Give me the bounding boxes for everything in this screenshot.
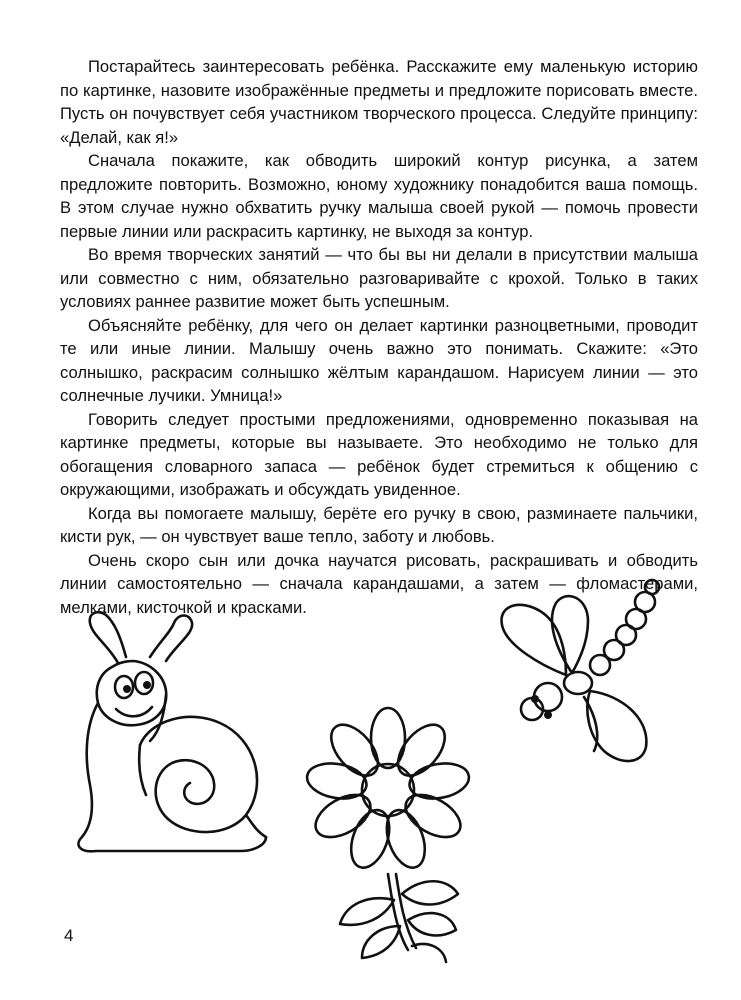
flower-drawing [304, 708, 471, 962]
paragraph: Объясняйте ребёнку, для чего он делает картинки разноцветными, проводит те или иные линии. Малышу очень важно это понимать. Скажите: «Это солнышко, раскрасим солнышко жёлтым карандашом. Нарисуем линии — это солнечные лучики. Умница!» [60, 315, 698, 405]
illustrations [0, 575, 741, 1000]
paragraph: Когда вы помогаете малышу, берёте его ручку в свою, разминаете пальчики, кисти рук, — он чувствует ваше тепло, заботу и любовь. [60, 503, 698, 546]
paragraph: Очень скоро сын или дочка научатся рисовать, раскрашивать и обводить линии самостоятельно — сначала карандашами, а затем — фломастерами, мелками, кисточкой и красками. [60, 550, 698, 617]
paragraph: Во время творческих занятий — что бы вы ни делали в присутствии малыша или совместно с ним, обязательно разговаривайте с крохой. Только в таких условиях раннее развитие может быть успешным. [60, 245, 698, 311]
paragraph: Сначала покажите, как обводить широкий контур рисунка, а затем предложите повторить. Возможно, юному художнику понадобится ваша помощь. В этом случае нужно обхватить ручку малыша своей рукой — помочь провести первые линии или раскрасить картинку, не выходя за контур. [60, 151, 698, 241]
body-text [60, 55, 698, 619]
paragraph: Говорить следует простыми предложениями, одновременно показывая на картинке предметы, которые вы называете. Это необходимо не только для обогащения словарного запаса — ребёнок будет стремиться к общению с окружающими, изображать и обсуждать увиденное. [60, 409, 698, 499]
coloring-drawings [0, 575, 741, 1000]
snail-drawing [78, 612, 266, 851]
paragraph: Постарайтесь заинтересовать ребёнка. Расскажите ему маленькую историю по картинке, назовите изображённые предметы и предложите порисовать вместе. Пусть он почувствует себя участником творческого процесса. Следуйте принципу: «Делай, как я!» [60, 57, 698, 147]
dragonfly-drawing [502, 580, 659, 761]
page-number: 4 [64, 926, 74, 945]
